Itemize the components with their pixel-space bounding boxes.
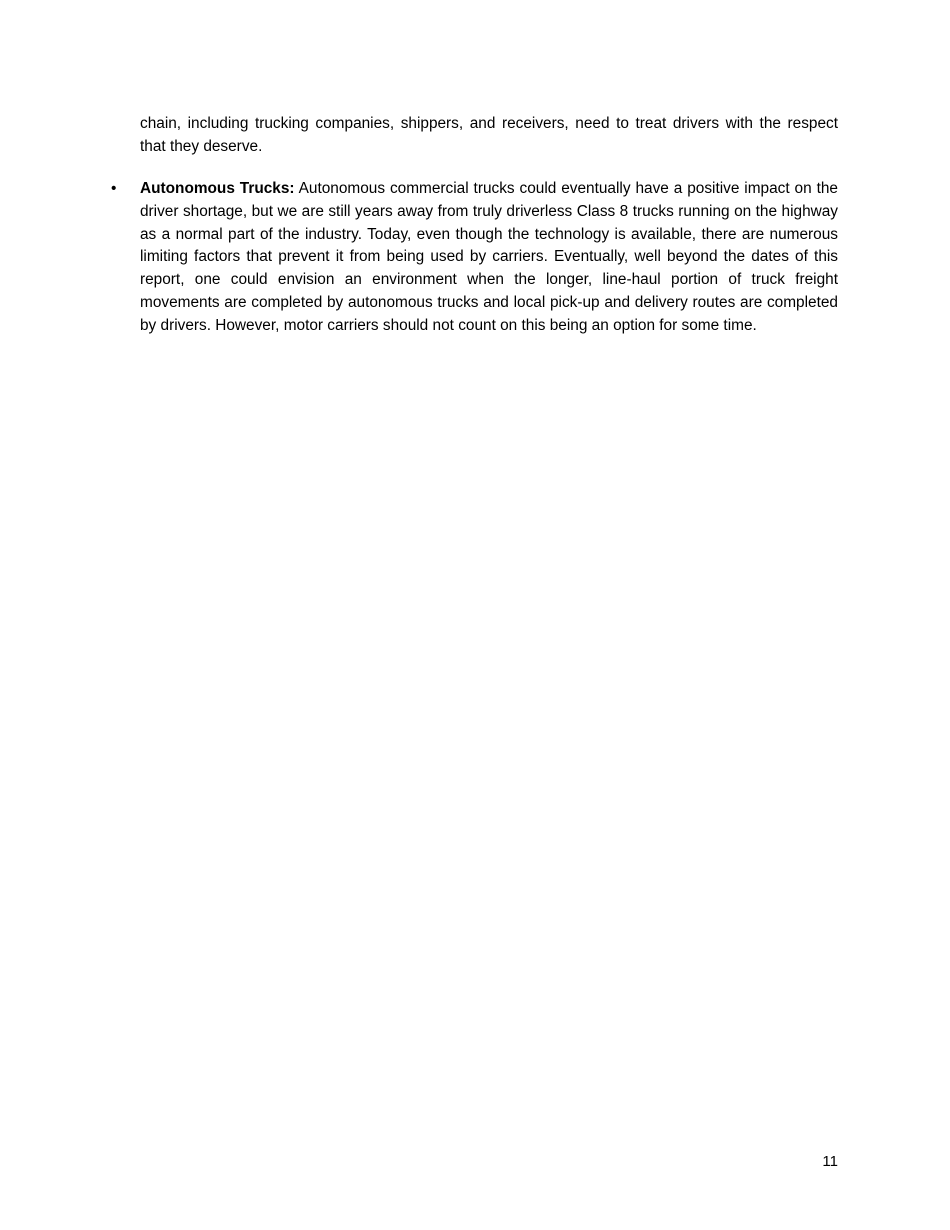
page-number: 11 [822,1153,838,1170]
bullet-body-text: Autonomous commercial trucks could eventually have a positive impact on the driver shortage, but we are still years away from truly driverless Class 8 trucks running on the highway as a normal part of the industry. Today, even though the technology is available, there are numerous limiting factors that prevent it from being used by carriers. Eventually, well beyond the dates of this report, one could envision an environment when the longer, line-haul portion of truck freight movements are completed by autonomous trucks and local pick-up and delivery routes are completed by drivers. However, motor carriers should not count on this being an option for some time. [140,180,838,334]
bullet-paragraph-autonomous-trucks [140,178,838,338]
continuation-paragraph: chain, including trucking companies, shippers, and receivers, need to treat drivers with the respect that they deserve. [140,115,838,155]
bullet-icon: • [111,180,117,197]
bullet-lead-heading: Autonomous Trucks: [140,180,295,197]
